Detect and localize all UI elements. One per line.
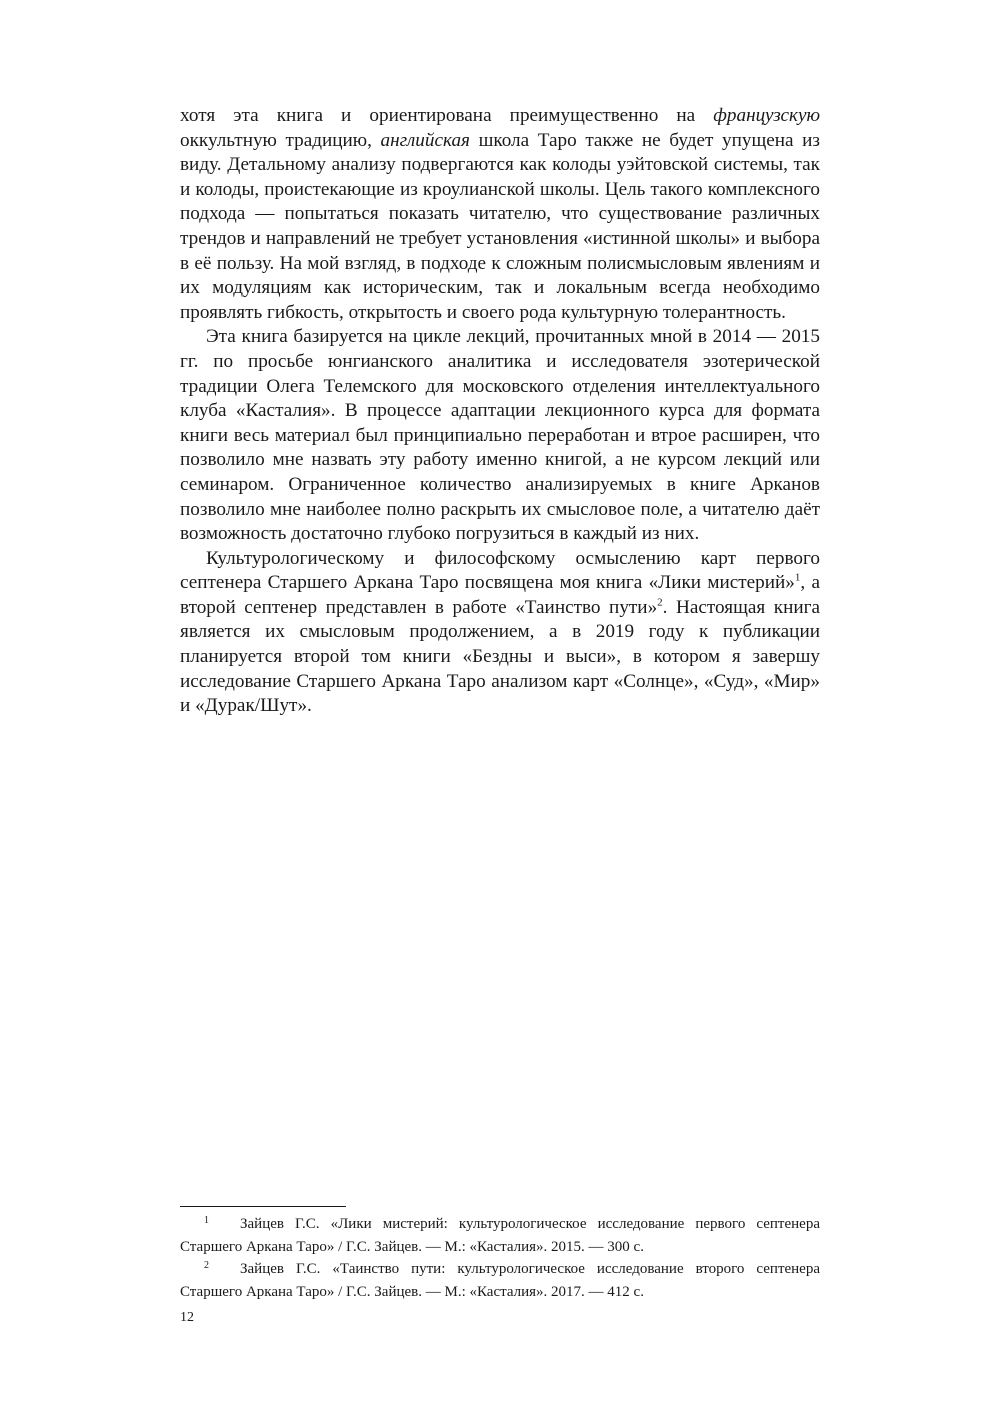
paragraph-2: [180, 325, 820, 546]
italic-text-segment: английская: [380, 129, 470, 151]
paragraph-3: [180, 547, 820, 719]
text-segment: хотя эта книга и ориентирована преимущественно на: [180, 105, 714, 126]
footnote-divider: [180, 1206, 346, 1207]
paragraph-1: [180, 104, 820, 325]
footnote-1: 1 Зайцев Г.С. «Лики мистерий: культурологическое исследование первого септенера Старшего Аркана Таро» / Г.С. Зайцев. — М.: «Касталия». 2015. — 300 с.: [180, 1215, 820, 1255]
italic-text-segment: французскую: [713, 105, 820, 126]
text-segment: . Настоящая книга является их смысловым продолжением, а в 2019 году к публикации планируется второй том книги «Бездны и выси», в котором я завершу исследование Старшего Аркана Таро анализом карт «Солнце», «Суд», «Мир» и «Дурак/Шут».: [180, 596, 820, 717]
text-segment: , а второй септенер представлен в работе «Таинство пути»: [180, 572, 820, 618]
text-segment: школа Таро также не будет упущена из виду. Детальному анализу подвергаются как колоды уэйтовской системы, так и колоды, проистекающие из кроулианской школы. Цель такого комплексного подхода — попытаться показать читателю, что существование различных трендов и направлений не требует установления «истинной школы» и выбора в её пользу. На мой взгляд, в подходе к сложным полисмысловым явлениям и их модуляциям как историческим, так и локальным всегда необходимо проявлять гибкость, открытость и своего рода культурную толерантность.: [180, 129, 820, 323]
text-segment: Эта книга базируется на цикле лекций, прочитанных мной в 2014 — 2015 гг. по просьбе юнгианского аналитика и исследователя эзотерической традиции Олега Телемского для московского отделения интеллектуального клуба «Касталия». В процессе адаптации лекционного курса для формата книги весь материал был принципиально переработан и втрое расширен, что позволило мне назвать эту работу именно книгой, а не курсом лекций или семинаром. Ограниченное количество анализируемых в книге Арканов позволило мне наиболее полно раскрыть их смысловое поле, а читателю даёт возможность достаточно глубоко погрузиться в каждый из них.: [180, 326, 820, 545]
main-text: [180, 104, 820, 719]
footnote-reference-2[interactable]: 2: [657, 596, 663, 609]
footnote-reference-1[interactable]: 1: [794, 571, 801, 584]
page-number: 12: [180, 1310, 194, 1325]
footnote-text: Зайцев Г.С. «Таинство пути: культурологическое исследование второго септенера Старшего Аркана Таро» / Г.С. Зайцев. — М.: «Касталия». 2017. — 412 с.: [180, 1261, 820, 1300]
footnote-text: Зайцев Г.С. «Лики мистерий: культурологическое исследование первого септенера Старшего Аркана Таро» / Г.С. Зайцев. — М.: «Касталия». 2015. — 300 с.: [180, 1216, 820, 1255]
footnote-2: 2 Зайцев Г.С. «Таинство пути: культурологическое исследование второго септенера Старшего Аркана Таро» / Г.С. Зайцев. — М.: «Касталия». 2017. — 412 с.: [180, 1260, 820, 1300]
footnotes-section: [180, 1213, 820, 1303]
text-segment: оккультную традицию,: [180, 129, 381, 151]
text-segment: Культурологическому и философскому осмыслению карт первого септенера Старшего Аркана Таро посвящена моя книга «Лики мистерий»: [180, 547, 820, 594]
